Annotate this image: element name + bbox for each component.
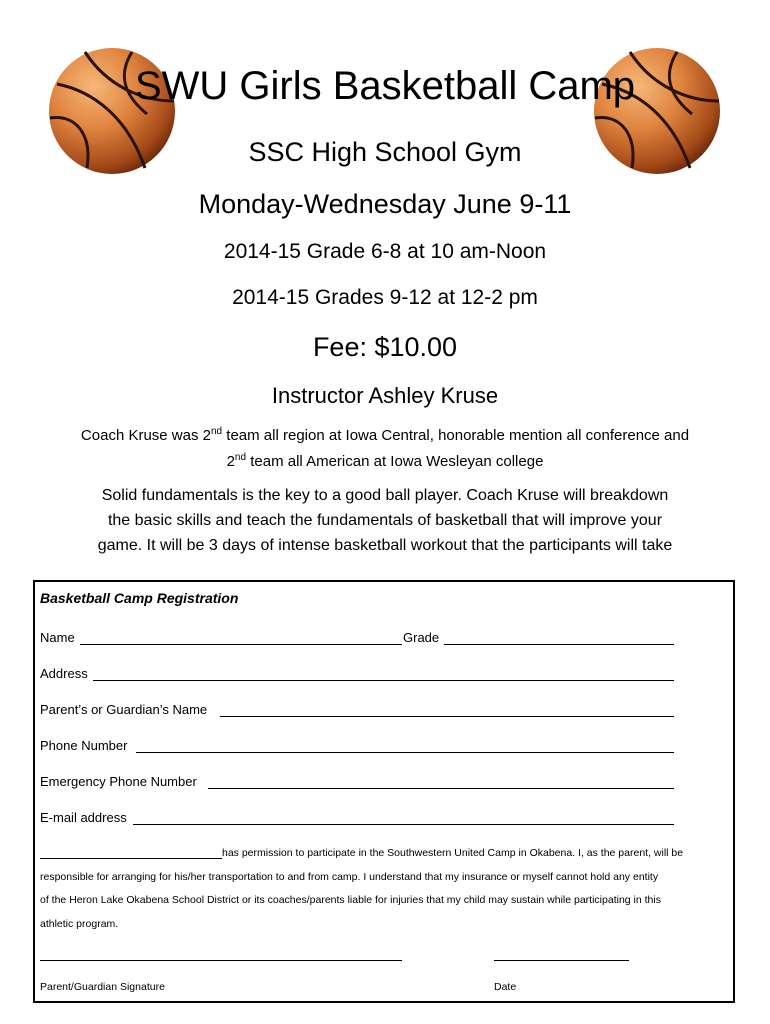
permission-text-line-1: has permission to participate in the Southwestern United Camp in Okabena. I, as the parent, will be: [222, 847, 684, 859]
permission-text-line-3: of the Heron Lake Okabena School District or its coaches/parents liable for injuries that my child may sustain while participating in this: [40, 894, 661, 906]
date-field[interactable]: [494, 960, 629, 961]
camp-fee: Fee: $10.00: [312, 332, 458, 362]
grade-label: Grade: [403, 630, 440, 645]
session-grades-6-8: 2014-15 Grade 6-8 at 10 am-Noon: [223, 240, 547, 263]
description-line-1: Solid fundamentals is the key to a good ball player. Coach Kruse will breakdown: [101, 487, 669, 504]
emergency-phone-field[interactable]: [208, 788, 674, 789]
address-field[interactable]: [93, 680, 674, 681]
registration-form-title: Basketball Camp Registration: [40, 590, 239, 606]
signature-label: Parent/Guardian Signature: [40, 981, 165, 993]
emergency-phone-label: Emergency Phone Number: [40, 774, 197, 789]
permission-text-line-2: responsible for arranging for his/her transportation to and from camp. I understand that my insurance or myself cannot hold any entity: [40, 871, 659, 883]
email-label: E-mail address: [40, 810, 127, 825]
coach-bio-line-2: 2nd team all American at Iowa Wesleyan college: [226, 452, 544, 470]
participant-name-field[interactable]: [40, 858, 222, 859]
grade-field[interactable]: [444, 644, 674, 645]
page-title: SWU Girls Basketball Camp: [134, 64, 636, 108]
date-label: Date: [494, 981, 517, 993]
name-label: Name: [40, 630, 75, 645]
session-grades-9-12: 2014-15 Grades 9-12 at 12-2 pm: [232, 286, 538, 309]
phone-label: Phone Number: [40, 738, 128, 753]
venue-text: SSC High School Gym: [248, 137, 522, 167]
signature-field[interactable]: [40, 960, 402, 961]
guardian-name-label: Parent’s or Guardian’s Name: [40, 702, 208, 717]
description-line-3: game. It will be 3 days of intense basketball workout that the participants will take: [97, 537, 673, 554]
guardian-name-field[interactable]: [220, 716, 674, 717]
coach-bio-line-1: Coach Kruse was 2nd team all region at Iowa Central, honorable mention all conference and: [80, 426, 690, 444]
permission-text-line-4: athletic program.: [40, 918, 119, 930]
email-field[interactable]: [133, 824, 674, 825]
description-line-2: the basic skills and teach the fundamentals of basketball that will improve your: [107, 512, 663, 529]
instructor-name: Instructor Ashley Kruse: [271, 383, 499, 408]
camp-dates: Monday-Wednesday June 9-11: [198, 189, 572, 219]
phone-field[interactable]: [136, 752, 674, 753]
address-label: Address: [40, 666, 88, 681]
name-field[interactable]: [80, 644, 402, 645]
